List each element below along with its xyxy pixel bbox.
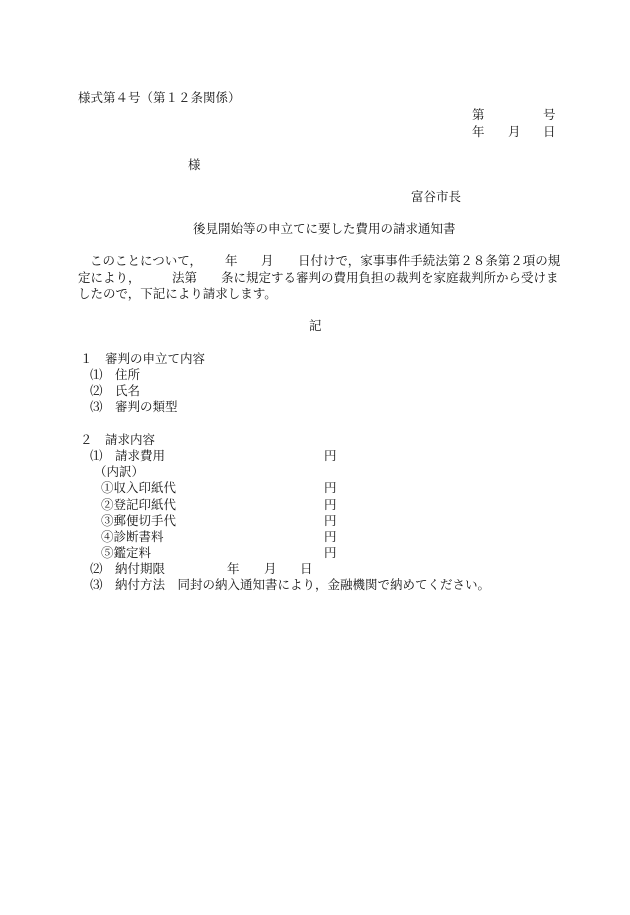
body-line1-b: 日付けで，家事事件手続法第２８条第２項の規 (298, 253, 561, 268)
body-line1-a: このことについて， (90, 253, 203, 268)
section1-item-name: ⑵ 氏名 (90, 383, 141, 398)
breakdown-item: ③郵便切手代 (101, 513, 177, 528)
deadline-day: 日 (300, 561, 313, 576)
breakdown-yen: 円 (324, 529, 337, 544)
deadline-label: ⑵ 納付期限 (90, 561, 166, 576)
breakdown-item: ④診断書料 (101, 529, 164, 544)
deadline-month: 月 (264, 561, 277, 576)
addressee-suffix: 様 (188, 157, 201, 172)
section1-heading: １ 審判の申立て内容 (80, 351, 206, 366)
breakdown-item: ①収入印紙代 (101, 480, 177, 495)
document-title: 後見開始等の申立てに要した費用の請求通知書 (193, 221, 456, 236)
body-line1-year: 年 (225, 253, 238, 268)
form-label: 様式第４号（第１２条関係） (78, 90, 241, 105)
body-line2-b: 条に規定する審判の費用負担の裁判を家庭裁判所から受けま (221, 270, 559, 285)
number-suffix: 号 (543, 107, 556, 122)
body-line1-month: 月 (261, 253, 274, 268)
breakdown-yen: 円 (324, 513, 337, 528)
date-month: 月 (508, 124, 521, 139)
payment-method: ⑶ 納付方法 同封の納入通知書により，金融機関で納めてください。 (90, 577, 491, 592)
section1-item-type: ⑶ 審判の類型 (90, 399, 178, 414)
breakdown-item: ②登記印紙代 (101, 497, 177, 512)
breakdown-yen: 円 (324, 480, 337, 495)
ki-heading: 記 (309, 318, 322, 333)
cost-label: ⑴ 請求費用 (90, 448, 166, 463)
breakdown-label: （内訳） (94, 464, 145, 479)
deadline-year: 年 (227, 561, 240, 576)
body-line2-a: 定により， (78, 270, 141, 285)
issuer-name: 富谷市長 (411, 189, 462, 204)
section2-heading: ２ 請求内容 (80, 432, 156, 447)
body-line2-law: 法第 (172, 270, 198, 285)
date-day: 日 (543, 124, 556, 139)
breakdown-yen: 円 (324, 545, 337, 560)
date-year: 年 (472, 124, 485, 139)
section1-item-address: ⑴ 住所 (90, 367, 141, 382)
cost-yen: 円 (324, 448, 337, 463)
number-prefix: 第 (472, 107, 485, 122)
breakdown-item: ⑤鑑定料 (101, 545, 152, 560)
body-line3: したので，下記により請求します。 (78, 286, 277, 301)
breakdown-yen: 円 (324, 497, 337, 512)
